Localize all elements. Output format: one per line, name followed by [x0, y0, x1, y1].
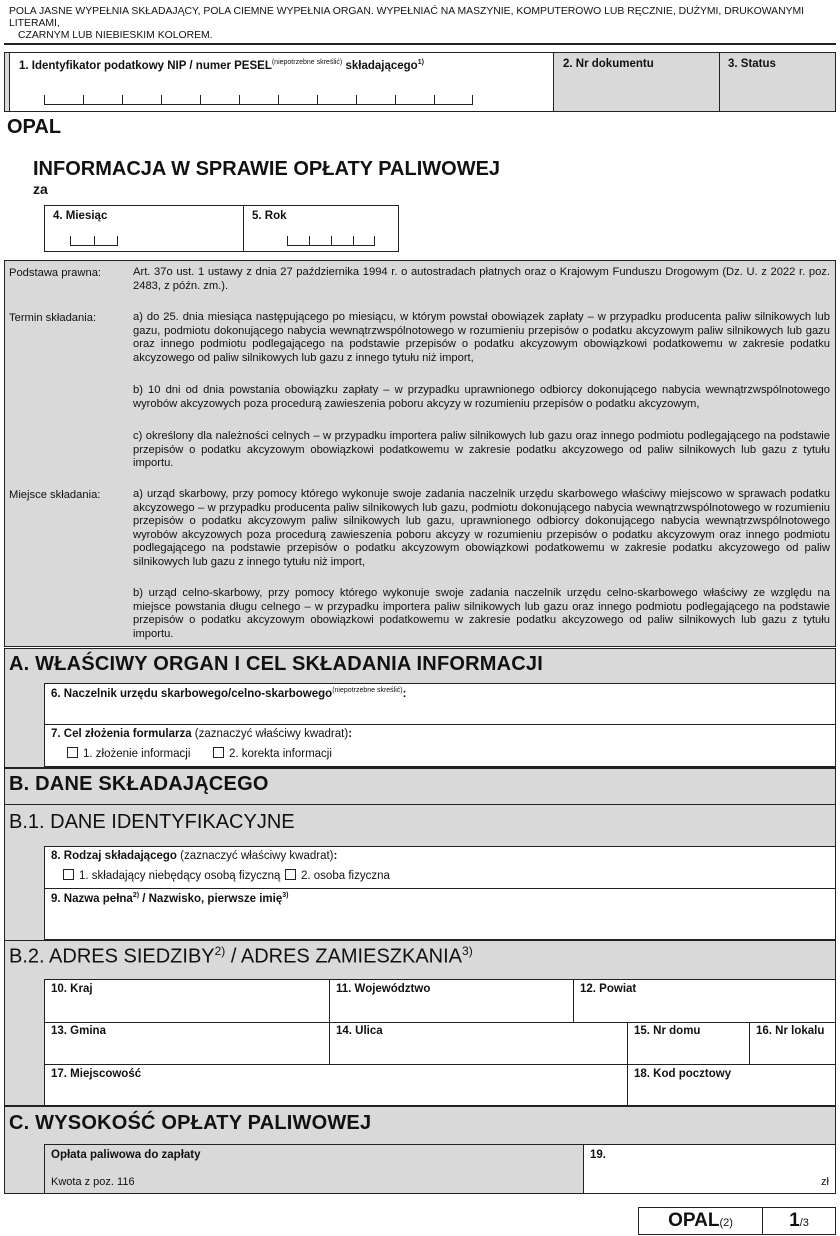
form-title: INFORMACJA W SPRAWIE OPŁATY PALIWOWEJ [33, 158, 501, 180]
deadline-c: c) określony dla należności celnych – w przypadku importera paliw silnikowych lub gazu oraz innego podmiotu podlegającego na podstawie przepisów o podatku akcyzowym obowiązkowi podatkowemu w zakresie podatku akcyzowego od paliw silnikowych lub gazu z tytułu importu. [133, 430, 830, 470]
section-b1-title: B.1. DANE IDENTYFIKACYJNE [9, 811, 295, 833]
submitter-type-field: 8. Rodzaj składającego (zaznaczyć właściwy kwadrat): 1. składający niebędący osobą fizyczną 2. osoba fizyczna [44, 846, 836, 889]
commune-field[interactable]: 13. Gmina [44, 1022, 330, 1065]
place-a: a) urząd skarbowy, przy pomocy którego wykonuje swoje zadania naczelnik urzędu skarbowego właściwy miejscowo w sprawach podatku akcyzowego – w przypadku producenta paliw silnikowych lub gazu, podmiotu dokonującego nabycia wewnątrzwspólnotowego w rozumieniu przepisów o podatku akcyzowym paliw silnikowych lub gazu, uprawnionego odbiorcy dokonującego nabycia wewnątrzwspólnotowego wyrobów akcyzowych poza procedurą zawieszenia poboru akcyzy w rozumieniu przepisów o podatku akcyzowym oraz innego podmiotu podlegającego na podstawie przepisów o podatku akcyzowym obowiązkowi podatkowemu w zakresie podatku akcyzowego od paliw silnikowych lub gazu z innego tytułu niż import, [133, 488, 830, 568]
fuel-fee-amount-field[interactable]: 19. zł [583, 1144, 836, 1194]
option-non-natural-person[interactable]: 1. składający niebędący osobą fizyczną [63, 869, 280, 882]
fuel-fee-label-cell: Opłata paliwowa do zapłaty Kwota z poz. 116 [44, 1144, 584, 1194]
year-field[interactable]: 5. Rok [243, 205, 399, 252]
year-comb[interactable] [287, 236, 375, 246]
postal-code-field[interactable]: 18. Kod pocztowy [627, 1064, 836, 1106]
city-field[interactable]: 17. Miejscowość [44, 1064, 628, 1106]
deadline-b: b) 10 dni od dnia powstania obowiązku zapłaty – w przypadku uprawnionego odbiorcy dokonującego nabycia wewnątrzwspólnotowego wyrobów akcyzowych poza procedurą zawieszenia poboru akcyzy w rozumieniu przepisów o podatku akcyzowym, [133, 384, 830, 410]
option-natural-person[interactable]: 2. osoba fizyczna [285, 869, 390, 882]
divider-2-3 [719, 52, 720, 112]
legal-basis-text: Art. 37o ust. 1 ustawy z dnia 27 października 1994 r. o autostradach płatnych oraz o Krajowym Funduszu Drogowym (Dz. U. z 2022 r. poz. 2483, z późn. zm.). [133, 266, 830, 292]
voivodeship-field[interactable]: 11. Województwo [329, 979, 574, 1023]
footer-page-number: 1/3 [762, 1207, 836, 1235]
fill-instructions: POLA JASNE WYPEŁNIA SKŁADAJĄCY, POLA CIEMNE WYPEŁNIA ORGAN. WYPEŁNIAĆ NA MASZYNIE, KOMPUTEROWO LUB RĘCZNIE, DUŻYMI, DRUKOWANYMI LITERAMI, CZARNYM LUB NIEBIESKIM KOLOREM. [9, 6, 805, 41]
status-label: 3. Status [728, 58, 776, 70]
deadline-label: Termin składania: [9, 312, 97, 324]
option-correction[interactable]: 2. korekta informacji [213, 747, 332, 760]
section-b1-divider [4, 804, 836, 805]
form-code: OPAL [7, 116, 62, 138]
full-name-field[interactable]: 9. Nazwa pełna$^{2)}$ / Nazwisko, pierwsze imię$^{3)}$ [44, 888, 836, 940]
form-title-za: za [33, 181, 48, 197]
month-field[interactable]: 4. Miesiąc [44, 205, 244, 252]
checkbox-icon[interactable] [213, 747, 224, 758]
house-number-field[interactable]: 15. Nr domu [627, 1022, 750, 1065]
place-label: Miejsce składania: [9, 489, 101, 501]
apartment-number-field[interactable]: 16. Nr lokalu [749, 1022, 836, 1065]
checkbox-icon[interactable] [67, 747, 78, 758]
checkbox-icon[interactable] [285, 869, 296, 880]
section-b2-title: B.2. ADRES SIEDZIBY$^{2)}$ / ADRES ZAMIESZKANIA$^{3)}$ [9, 944, 473, 968]
section-b2-divider [4, 940, 836, 941]
street-field[interactable]: 14. Ulica [329, 1022, 628, 1065]
country-field[interactable]: 10. Kraj [44, 979, 330, 1023]
month-comb[interactable] [70, 236, 118, 246]
deadline-a: a) do 25. dnia miesiąca następującego po miesiącu, w którym powstał obowiązek zapłaty – w przypadku producenta paliw silnikowych lub gazu, podmiotu dokonującego nabycia wewnątrzwspólnotowego w rozumieniu przepisów o podatku akcyzowym paliw silnikowych lub gazu oraz innego podmiotu podlegającego na podstawie przepisów o podatku akcyzowym obowiązkowi podatkowemu w zakresie podatku akcyzowego od paliw silnikowych lub gazu z innego tytułu niż import, [133, 311, 830, 364]
nip-pesel-comb[interactable] [44, 95, 473, 105]
option-submission[interactable]: 1. złożenie informacji [67, 747, 190, 760]
place-b: b) urząd celno-skarbowy, przy pomocy którego wykonuje swoje zadania naczelnik urzędu celno-skarbowego właściwy ze względu na miejsce powstania długu celnego – w przypadku importera paliw silnikowych lub gazu oraz innego podmiotu podlegającego na podstawie przepisów o podatku akcyzowym obowiązkowi podatkowemu w zakresie podatku akcyzowego od paliw silnikowych lub gazu z tytułu importu. [133, 587, 830, 640]
section-b-title: B. DANE SKŁADAJĄCEGO [9, 773, 269, 795]
section-a-title: A. WŁAŚCIWY ORGAN I CEL SKŁADANIA INFORMACJI [9, 653, 543, 675]
document-number-label: 2. Nr dokumentu [563, 58, 654, 70]
checkbox-icon[interactable] [63, 869, 74, 880]
legal-basis-label: Podstawa prawna: [9, 267, 102, 279]
tax-office-field[interactable]: 6. Naczelnik urzędu skarbowego/celno-skarbowego$^{(niepotrzebne skreślić)}$: [44, 683, 836, 725]
nip-pesel-field[interactable]: 1. Identyfikator podatkowy NIP / numer $PESEL^{(niepotrzebne skreślić)}$ składającego$^{1)}$ [9, 52, 554, 112]
county-field[interactable]: 12. Powiat [573, 979, 836, 1023]
section-c-title: C. WYSOKOŚĆ OPŁATY PALIWOWEJ [9, 1112, 372, 1134]
top-divider [4, 43, 836, 45]
form-purpose-field: 7. Cel złożenia formularza (zaznaczyć właściwy kwadrat): 1. złożenie informacji 2. korekta informacji [44, 724, 836, 767]
footer-form-code: OPAL(2) [638, 1207, 763, 1235]
